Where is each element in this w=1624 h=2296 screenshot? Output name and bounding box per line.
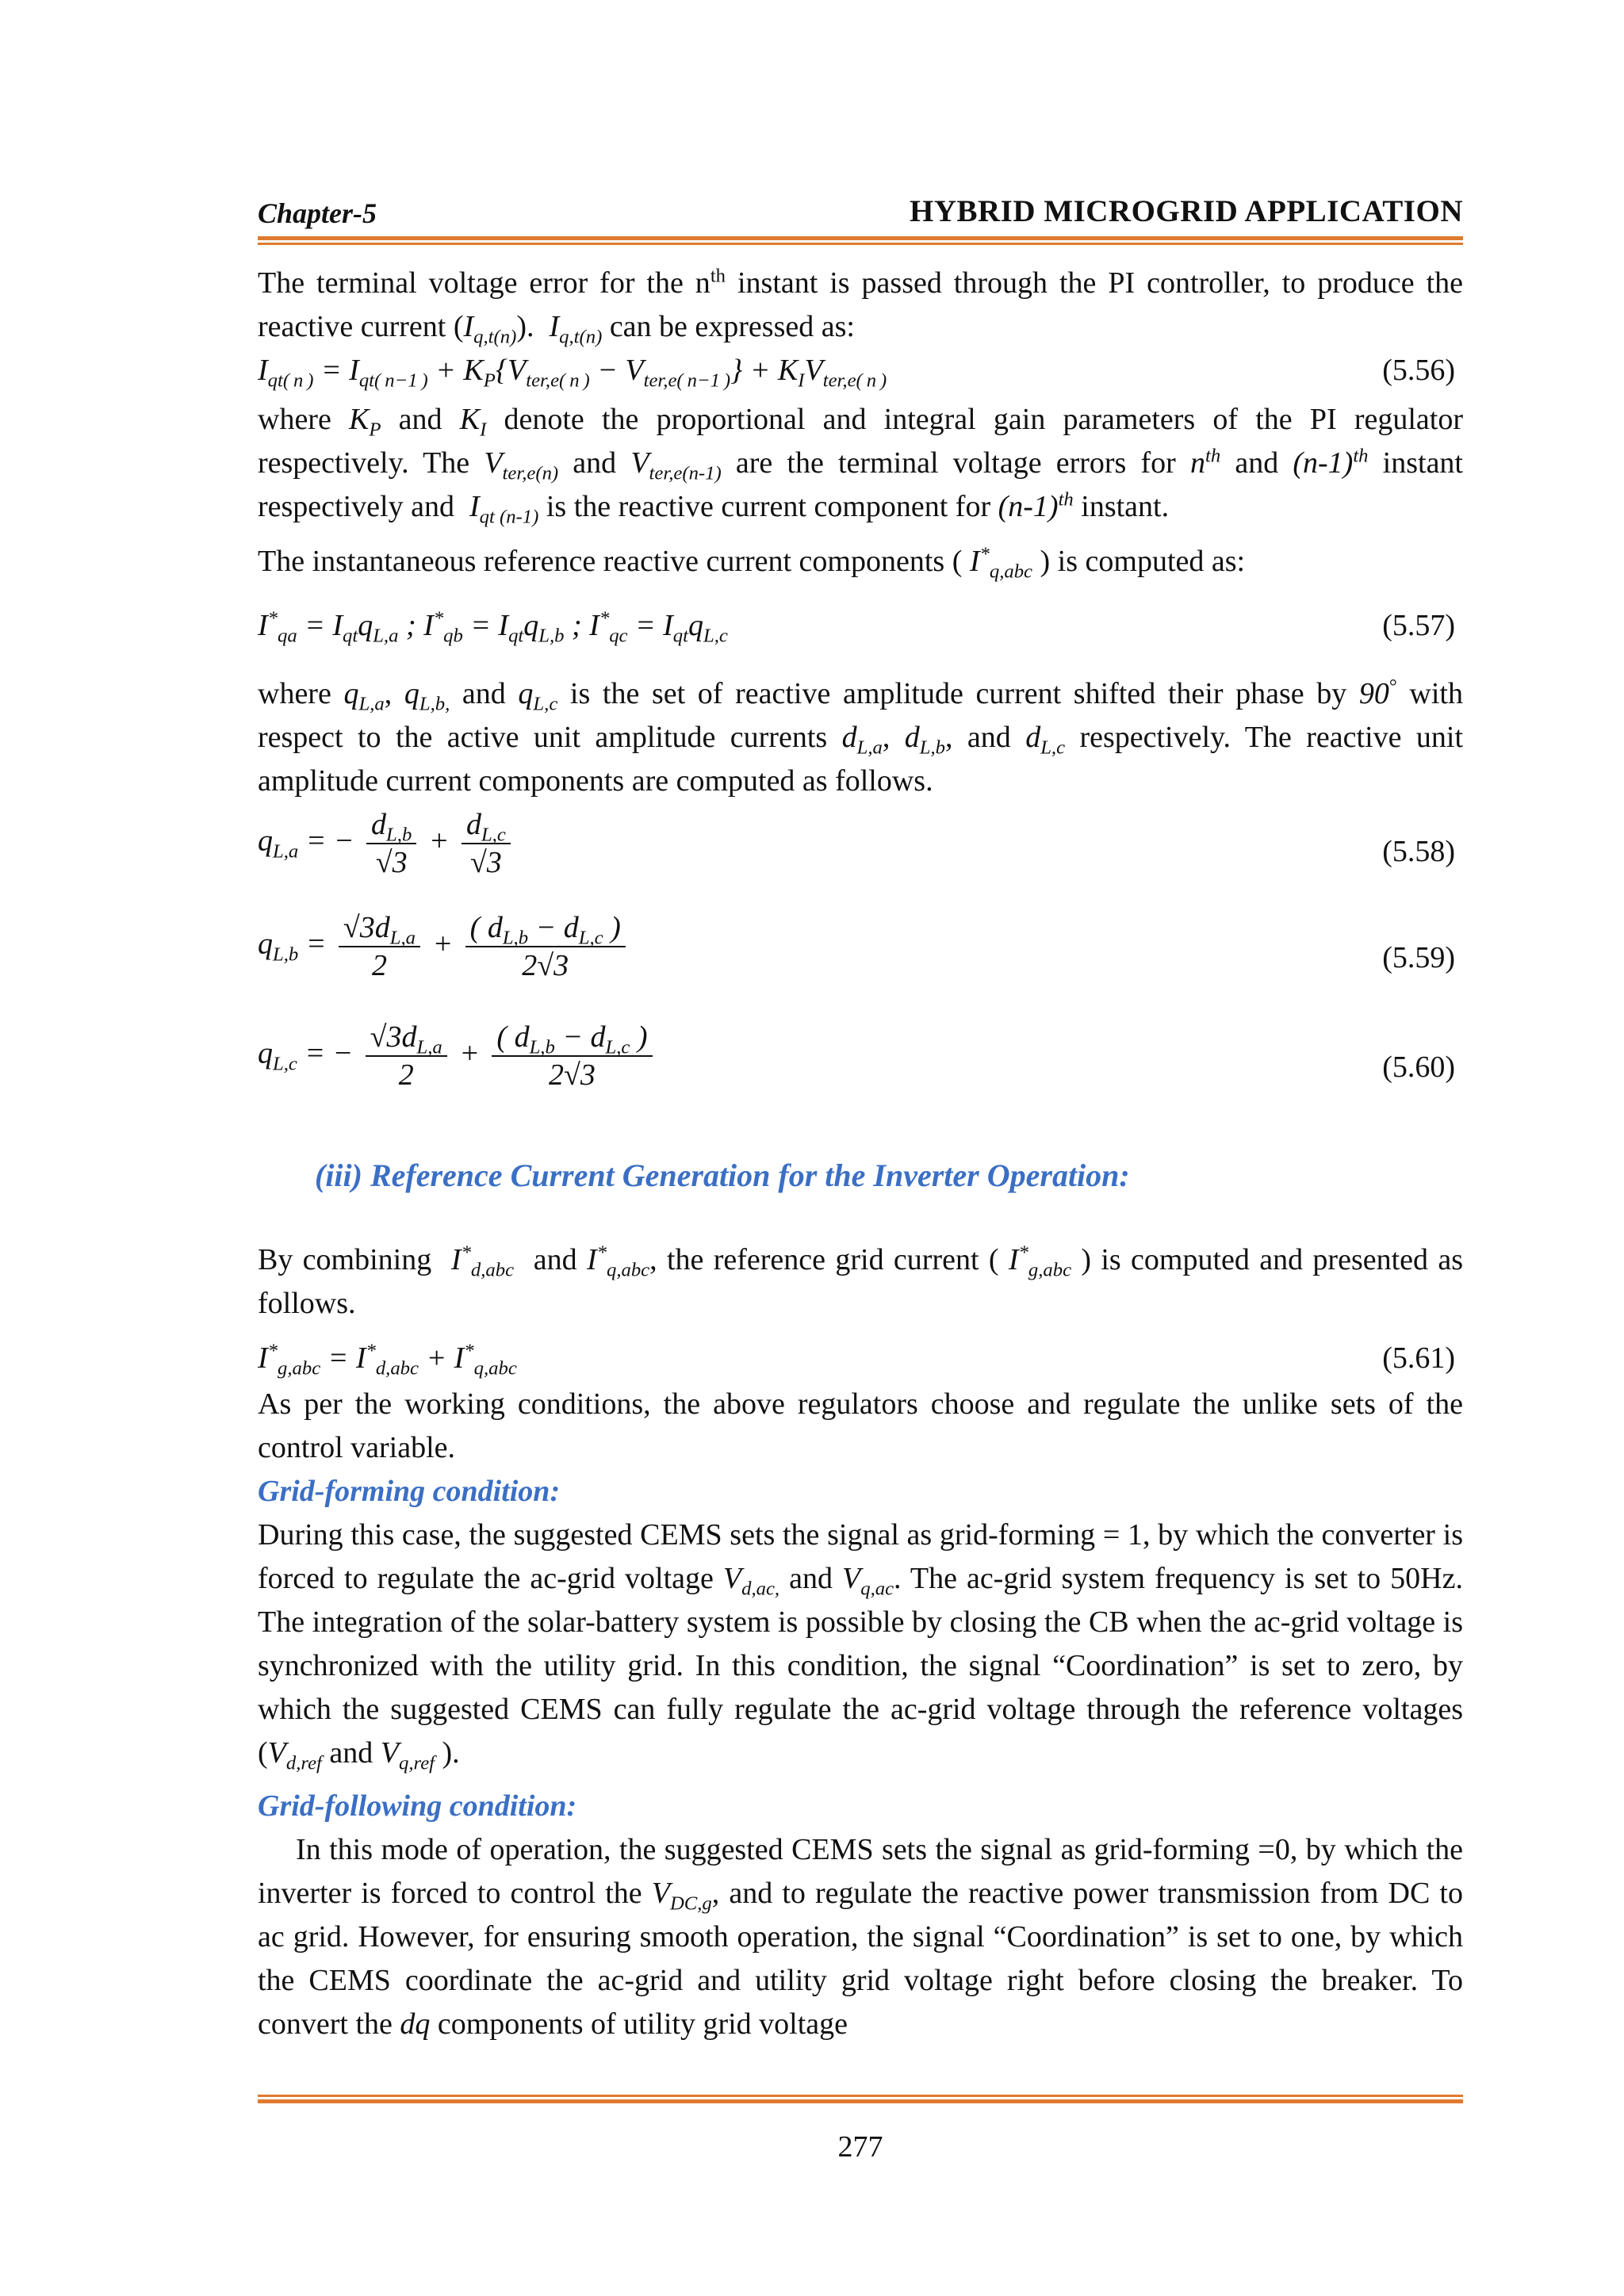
paragraph-8: In this mode of operation, the suggested CEMS sets the signal as grid-forming =0, by which the inverter is forced to control the $V_{DC,g}$, and to regulate the reactive power transmission from DC to ac grid. However, for ensuring smooth operation, the signal “Coordination” is set to one, by which the CEMS coordinate the ac-grid and utility grid voltage right before closing the breaker. To convert the dq components of utility grid voltage [258, 1833, 1463, 2041]
page-body [258, 262, 1463, 2046]
equation-number: (5.56) [1382, 354, 1455, 387]
paragraph-5: By combining $I^*_{d,abc}$ and $I^*_{q,abc}$, the reference grid current ( $I^*_{g,abc}$ ) is computed and presented as follows. [258, 1242, 1464, 1320]
equation-5-58: $q_{L,a}$ = − $\frac{d_{L,b}}{√3}$ + $\frac{d_{L,c}}{√3}$ (5.58) [258, 808, 1455, 879]
footer-rule [258, 2095, 1463, 2106]
chapter-label: Chapter-5 [258, 197, 377, 229]
equation-5-57: $I^*_{qa} = I_{qt}q_{L,a}$ ; $I^*_{qb} = I_{qt}q_{L,b}$ ; $I^*_{qc} = I_{qt}q_{L,c}$ (5.57) [258, 604, 1463, 660]
paragraph-3: The instantaneous reference reactive current components ( $I^*_{q,abc}$ ) is computed as: [258, 543, 1246, 583]
section-heading-iii: (iii) Reference Current Generation for the Inverter Operation: [315, 1158, 1130, 1193]
header-rule [258, 236, 1463, 247]
page-number: 277 [837, 2130, 883, 2164]
equation-5-60: $q_{L,c}$ = − $\frac{√3d_{L,a}}{2}$ + $\frac{( d_{L,b} - d_{L,c} )}{2√3}$ (5.60) [258, 1020, 1455, 1092]
grid-forming-heading: Grid-forming condition: [258, 1475, 561, 1508]
equation-number: (5.57) [1382, 609, 1455, 642]
equation-5-56: $I_{qt( n )} = I_{qt( n-1 )} + K_P\{V_{ter,e( n )} - V_{ter,e( n-1 )}\} + K_IV_{ter,e( n )}$ (5.56) [258, 349, 1463, 398]
paragraph-4: where $q_{L,a}$, $q_{L,b,}$ and $q_{L,c}$ is the set of reactive amplitude current shifted their phase by 90° with respect to the active unit amplitude currents $d_{L,a}$, $d_{L,b}$, and $d_{L,c}$ respectively. The reactive unit amplitude current components are computed as follows. [258, 675, 1464, 798]
equation-number: (5.59) [1382, 941, 1455, 974]
equation-5-61: $I^*_{g,abc} = I^*_{d,abc} + I^*_{q,abc}$ (5.61) [258, 1337, 1463, 1383]
paragraph-2: where $K_P$ and $K_I$ denote the proportional and integral gain parameters of the PI regulator respectively. The $V_{ter,e(n)}$ and $V_{ter,e(n-1)}$ are the terminal voltage errors for $n^{th}$ and $(n-1)^{th}$ instant respectively and $I_{qt (n-1)}$ is the reactive current component for $(n-1)^{th}$ instant. [258, 403, 1463, 528]
equation-5-59: $q_{L,b}$ = $\frac{√3d_{L,a}}{2}$ + $\frac{( d_{L,b} - d_{L,c} )}{2√3}$ (5.59) [258, 911, 1455, 982]
document-page [258, 0, 1463, 2296]
equation-number: (5.60) [1382, 1050, 1455, 1084]
equation-number: (5.61) [1382, 1341, 1455, 1375]
paragraph-6: As per the working conditions, the above regulators choose and regulate the unlike sets of the control variable. [258, 1387, 1463, 1464]
paragraph-1: The terminal voltage error for the $n^{th}$ instant is passed through the PI controller, to produce the reactive current $(I_{q,t(n)})$. $I_{q,t(n)}$ can be expressed as: [258, 265, 1463, 348]
equation-number: (5.58) [1382, 835, 1455, 868]
chapter-title: HYBRID MICROGRID APPLICATION [910, 194, 1463, 228]
paragraph-7: During this case, the suggested CEMS sets the signal as grid-forming = 1, by which the converter is forced to regulate the ac-grid voltage $V_{d,ac,}$ and $V_{q,ac}$. The ac-grid system frequency is set to 50Hz. The integration of the solar-battery system is possible by closing the CB when the ac-grid voltage is synchronized with the utility grid. In this condition, the signal “Coordination” is set to zero, by which the suggested CEMS can fully regulate the ac-grid voltage through the reference voltages ($V_{d,ref}$ and $V_{q,ref}$ ). [258, 1518, 1463, 1774]
grid-following-heading: Grid-following condition: [258, 1789, 577, 1823]
